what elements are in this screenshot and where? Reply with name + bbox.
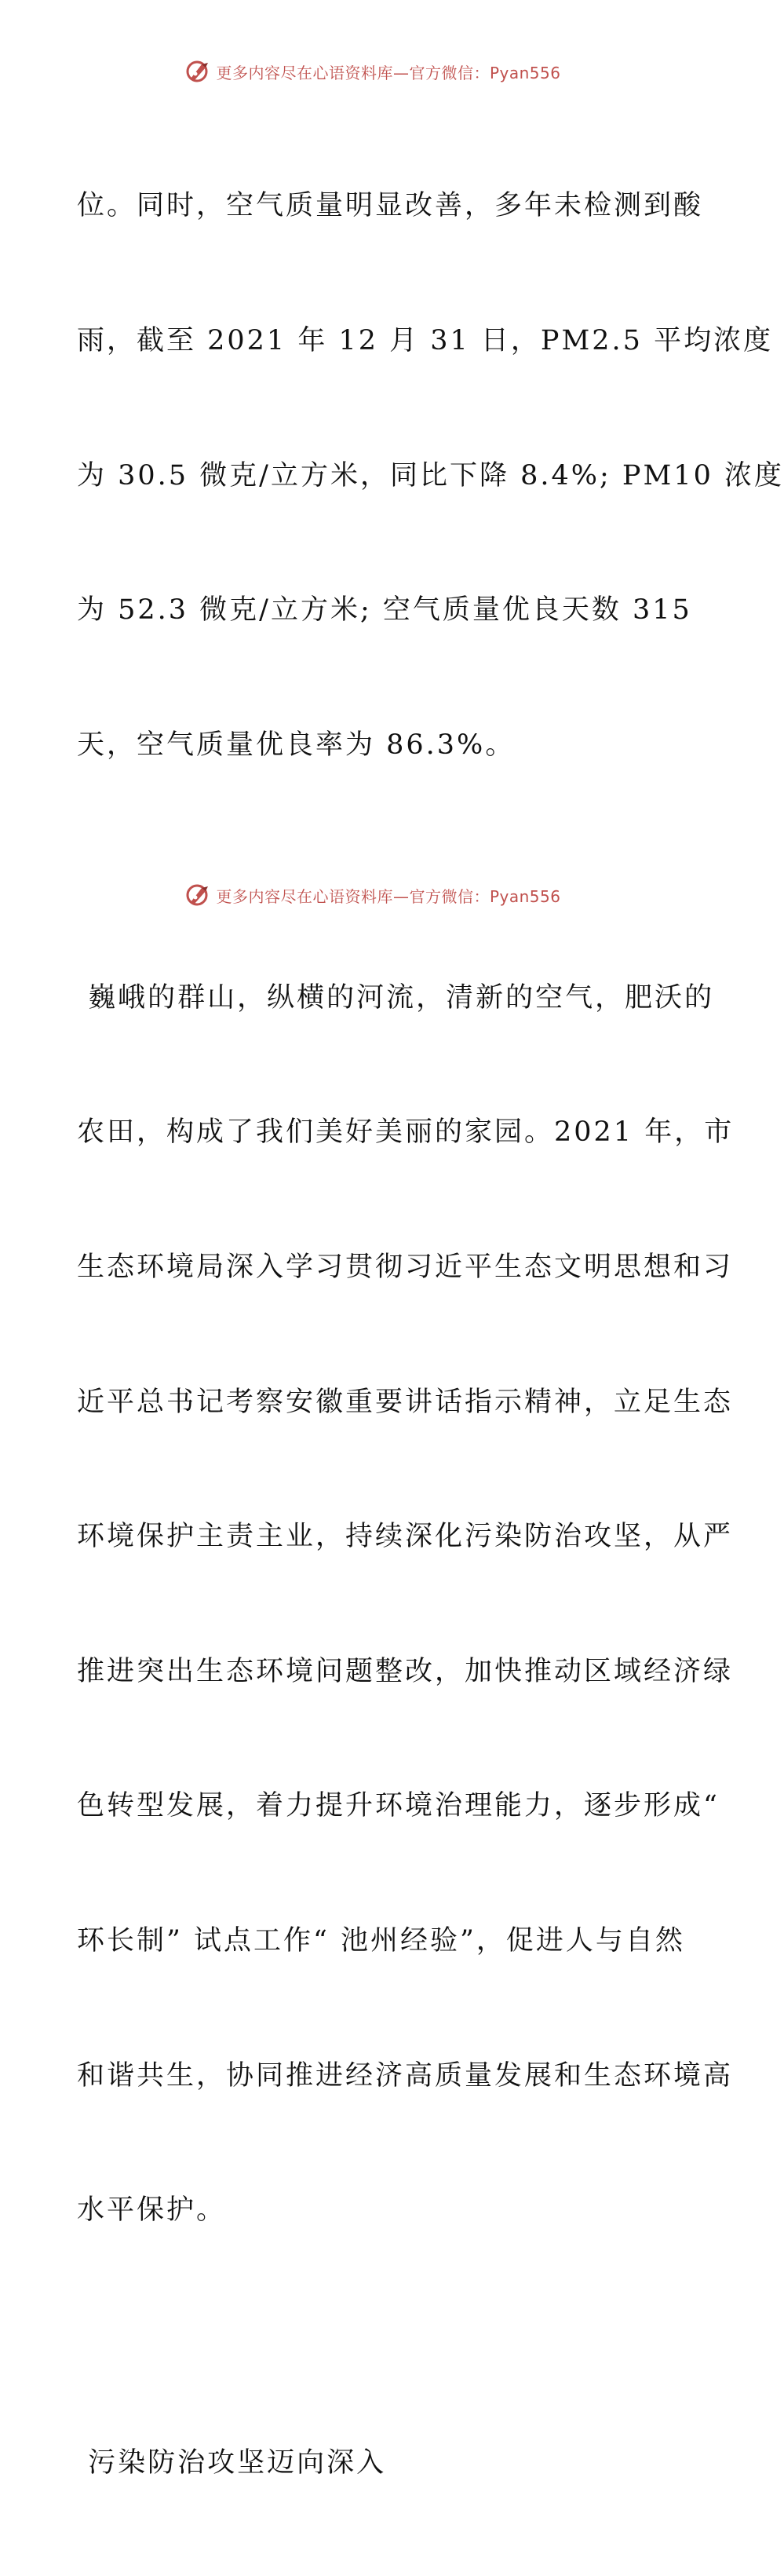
pen-logo-icon: [184, 58, 211, 85]
text-line: 农田，构成了我们美好美丽的家园。2021 年，市: [77, 1116, 735, 1149]
footer-banner: [0, 879, 746, 911]
text-line: 环长制” 试点工作“ 池州经验”，促进人与自然: [77, 1924, 685, 1957]
text-line: 雨，截至 2021 年 12 月 31 日，PM2.5 平均浓度: [77, 325, 774, 356]
text-line: 和谐共生，协同推进经济高质量发展和生态环境高: [77, 2059, 734, 2092]
document-body: [77, 94, 784, 2576]
text-line: 环境保护主责主业，持续深化污染防治攻坚，从严: [77, 1521, 734, 1553]
paragraph-1: [77, 94, 784, 857]
header-banner-text: 更多内容尽在心语资料库—官方微信：Pyan556: [216, 63, 561, 82]
pen-logo-icon: [184, 882, 211, 908]
paragraph-2: [77, 886, 735, 2322]
text-line: 色转型发展，着力提升环境治理能力，逐步形成“: [77, 1790, 720, 1822]
section-heading: [77, 2351, 673, 2576]
text-line: 水平保护。: [77, 2194, 227, 2227]
text-line: 为 52.3 微克/立方米; 空气质量优良天数 315: [77, 594, 692, 627]
text-line: 生态环境局深入学习贯彻习近平生态文明思想和习: [77, 1251, 734, 1283]
text-line: 近平总书记考察安徽重要讲话指示精神，立足生态: [77, 1386, 734, 1418]
header-banner: [0, 56, 746, 87]
footer-banner-text: 更多内容尽在心语资料库—官方微信：Pyan556: [216, 886, 561, 906]
text-line: 巍峨的群山，纵横的河流，清新的空气，肥沃的: [77, 981, 715, 1014]
text-line: 污染防治攻坚迈向深入: [77, 2447, 387, 2479]
text-line: 位。同时，空气质量明显改善，多年未检测到酸: [77, 190, 704, 222]
text-line: 为 30.5 微克/立方米，同比下降 8.4%; PM10 浓度: [77, 459, 784, 491]
text-line: 推进突出生态环境问题整改，加快推动区域经济绿: [77, 1655, 734, 1687]
text-line: 天，空气质量优良率为 86.3%。: [77, 729, 516, 761]
